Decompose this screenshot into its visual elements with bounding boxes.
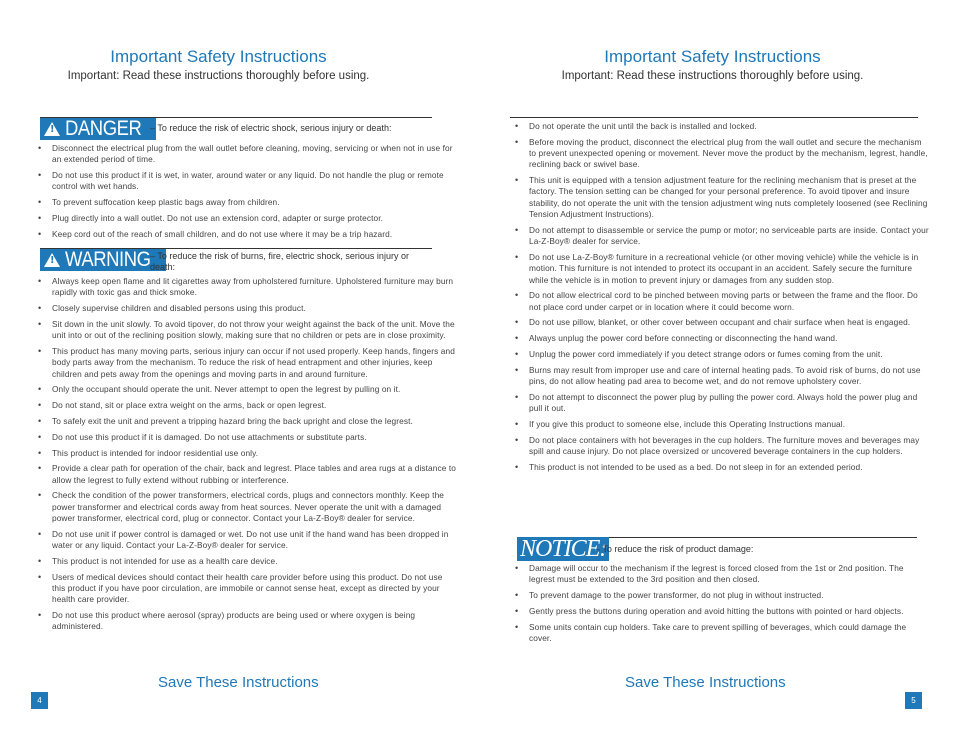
- list-item: • Do not use this product if it is damaged. Do not use attachments or substitute parts.: [32, 432, 458, 443]
- warning-list: [32, 276, 458, 637]
- list-item: • Do not stand, sit or place extra weight on the arms, back or open legrest.: [32, 400, 458, 411]
- list-item: • Provide a clear path for operation of the chair, back and legrest. Place tables and area rugs at a distance to allow the legrest to fully extend without rubbing or interference.: [32, 463, 458, 486]
- list-item: • Unplug the power cord immediately if you detect strange odors or fumes coming from the unit.: [509, 349, 929, 360]
- list-item: • Do not use this product where aerosol (spray) products are being used or where oxygen is being administered.: [32, 610, 458, 633]
- list-item: • Users of medical devices should contact their health care provider before using this product. Do not use this product if you have poor circulation, are immobile or cannot sense heat, except as directed by your health care provider.: [32, 572, 458, 606]
- list-item: • Burns may result from improper use and care of internal heating pads. To avoid risk of burns, do not use pins, do not allow heating pad area to become wet, and do not remove upholstery cover.: [509, 365, 929, 388]
- list-item: • This product is not intended to be used as a bed. Do not sleep in for an extended period.: [509, 462, 929, 473]
- notice-block: [517, 537, 917, 561]
- right-page: [477, 0, 954, 742]
- warning-label: WARNING: [65, 248, 151, 271]
- list-item: • Only the occupant should operate the unit. Never attempt to open the legrest by pulling on it.: [32, 384, 458, 395]
- list-item: • Do not place containers with hot beverages in the cup holders. The furniture moves and beverages may spill and cause injury. Do not place oversized or uncovered beverage containers in the cup holders.: [509, 435, 929, 458]
- list-item: • Damage will occur to the mechanism if the legrest is forced closed from the 1st or 2nd position. The legrest must be extended to the 3rd position and then closed.: [509, 563, 929, 586]
- page-subtitle: Important: Read these instructions thoroughly before using.: [67, 70, 370, 82]
- warning-block: [40, 248, 432, 270]
- danger-badge: [40, 118, 156, 140]
- page-title: Important Safety Instructions: [604, 47, 821, 66]
- list-item: • Sit down in the unit slowly. To avoid tipover, do not throw your weight against the back of the unit. Move the unit into or out of the reclining position slowly, making sure that no children or pets are in close proximity.: [32, 319, 458, 342]
- list-item: • Gently press the buttons during operation and avoid hitting the buttons with pointed or hard objects.: [509, 606, 929, 617]
- page-title: Important Safety Instructions: [110, 47, 327, 66]
- list-item: • To safely exit the unit and prevent a tripping hazard bring the back upright and close the legrest.: [32, 416, 458, 427]
- warning-text: – To reduce the risk of burns, fire, electric shock, serious injury or death:: [150, 251, 409, 272]
- divider: [510, 117, 918, 118]
- danger-label: DANGER: [65, 117, 142, 140]
- list-item: • Do not use La-Z-Boy® furniture in a recreational vehicle (or other moving vehicle) while the vehicle is in motion. This furniture is not intended to protect its occupant in an accident. Safely secure the furniture while the vehicle is in motion to prevent injury or damages from any sudden stop.: [509, 252, 929, 286]
- list-item: • Do not operate the unit until the back is installed and locked.: [509, 121, 929, 132]
- page-number: 4: [31, 692, 48, 709]
- list-item: • Do not attempt to disconnect the power plug by pulling the power cord. Always hold the power plug and pull it out.: [509, 392, 929, 415]
- danger-text: – To reduce the risk of electric shock, serious injury or death:: [150, 123, 392, 133]
- warning-badge: [40, 249, 166, 271]
- list-item: • This product is not intended for use as a health care device.: [32, 556, 458, 567]
- list-item: • Keep cord out of the reach of small children, and do not use where it may be a trip hazard.: [32, 229, 458, 240]
- list-item: • This product is intended for indoor residential use only.: [32, 448, 458, 459]
- danger-list: [32, 143, 458, 245]
- notice-text: – To reduce the risk of product damage:: [595, 544, 754, 554]
- list-item: • If you give this product to someone else, include this Operating Instructions manual.: [509, 419, 929, 430]
- save-instructions: Save These Instructions: [625, 674, 786, 691]
- list-item: • Disconnect the electrical plug from the wall outlet before cleaning, moving, servicing or when not in use for an extended period of time.: [32, 143, 458, 166]
- list-item: • This unit is equipped with a tension adjustment feature for the reclining mechanism that is preset at the factory. The tension setting can be changed for your personal preference. To avoid tipover and insure stability, do not operate the unit with the tension adjustment wing nuts completely loosened (see Reclining Tension Adjustment Instructions).: [509, 175, 929, 220]
- list-item: • Do not use unit if power control is damaged or wet. Do not use unit if the hand wand has been dropped in water or any liquid. Contact your La-Z-Boy® dealer for service.: [32, 529, 458, 552]
- list-item: • Some units contain cup holders. Take care to prevent spilling of beverages, which could damage the cover.: [509, 622, 929, 645]
- list-item: • Do not use pillow, blanket, or other cover between occupant and chair surface when heat is engaged.: [509, 317, 929, 328]
- warning-triangle-icon: !: [44, 253, 60, 267]
- list-item: • Always keep open flame and lit cigarettes away from upholstered furniture. Upholstered furniture may burn rapidly with toxic gas and thick smoke.: [32, 276, 458, 299]
- notice-label: NOTICE:: [517, 537, 609, 561]
- list-item: • Plug directly into a wall outlet. Do not use an extension cord, adapter or surge protector.: [32, 213, 458, 224]
- warning-triangle-icon: !: [44, 122, 60, 136]
- page-number: 5: [905, 692, 922, 709]
- save-instructions: Save These Instructions: [158, 674, 319, 691]
- list-item: • Before moving the product, disconnect the electrical plug from the wall outlet and secure the mechanism to prevent unexpected opening or movement. Never move the product by the mechanism, legrest, handle, reclining back or swivel base.: [509, 137, 929, 171]
- list-item: • Do not attempt to disassemble or service the pump or motor; no serviceable parts are inside. Contact your La-Z-Boy® dealer for service.: [509, 225, 929, 248]
- page-subtitle: Important: Read these instructions thoroughly before using.: [561, 70, 864, 82]
- list-item: • Always unplug the power cord before connecting or disconnecting the hand wand.: [509, 333, 929, 344]
- list-item: • To prevent damage to the power transformer, do not plug in without instructed.: [509, 590, 929, 601]
- list-item: • Closely supervise children and disabled persons using this product.: [32, 303, 458, 314]
- list-item: • Do not allow electrical cord to be pinched between moving parts or between the frame and the floor. Do not place cord under carpet or in location where it could become worn.: [509, 290, 929, 313]
- safety-list: [509, 121, 929, 478]
- list-item: • Check the condition of the power transformers, electrical cords, plugs and connectors monthly. Keep the power transformer and electrical cords away from heat sources. Never operate the unit with a damaged power transformer, electrical cord, plug or connector. Contact your La-Z-Boy® dealer for service.: [32, 490, 458, 524]
- danger-block: [40, 117, 432, 139]
- list-item: • To prevent suffocation keep plastic bags away from children.: [32, 197, 458, 208]
- list-item: • This product has many moving parts, serious injury can occur if not used properly. Keep hands, fingers and body parts away from the mechanism. To reduce the risk of head entrapment and other injuries, keep children and pets away from the openings and moving parts in and around furniture.: [32, 346, 458, 380]
- notice-list: [509, 563, 929, 649]
- list-item: • Do not use this product if it is wet, in water, around water or any liquid. Do not handle the plug or remote control with wet hands.: [32, 170, 458, 193]
